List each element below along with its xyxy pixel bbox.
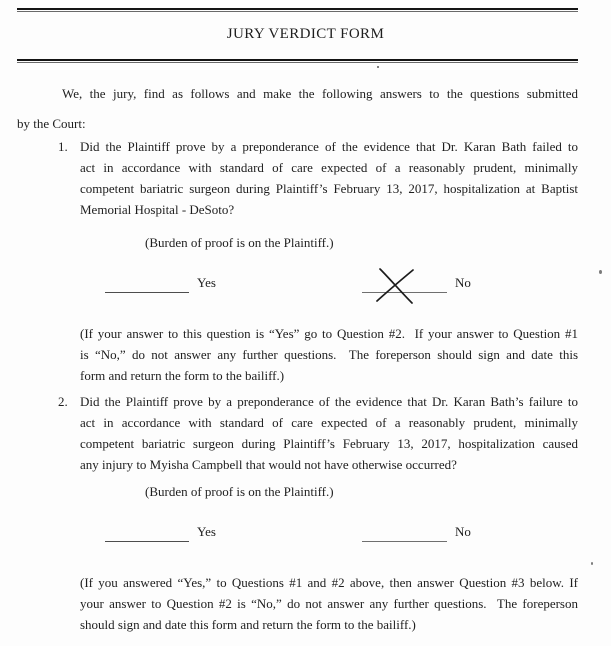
scan-artifact (591, 562, 593, 565)
question-2-no-answer-blank[interactable] (362, 521, 447, 542)
question-2-text: Did the Plaintiff prove by a preponderance of the evidence that Dr. Karan Bath’s failure to act in accordance with standard of care expected of a reasonably prudent, minimally competent bariatric surgeon during Plaintiff’s February 13, 2017, hospitalization caused any injury to Myisha Campbell that would not have otherwise occurred? (80, 394, 578, 472)
question-1-instructions: (If your answer to this question is “Yes” go to Question #2. If your answer to Question #1 is “No,” do not answer any further questions. The foreperson should sign and date this form and return the form to the bailiff.) (80, 326, 578, 383)
question-1-no-label: No (455, 275, 471, 290)
top-horizontal-rule (17, 8, 578, 10)
question-1-answer-row (80, 267, 578, 297)
scan-artifact (599, 270, 602, 274)
question-1-no-answer-blank[interactable] (362, 272, 447, 293)
title-underline-rule (17, 59, 578, 61)
question-2-answer-row (80, 516, 578, 546)
question-2-instructions: (If you answered “Yes,” to Questions #1 and #2 above, then answer Question #3 below. If your answer to Question #2 is “No,” do not answer any further questions. The foreperson should sign and date this form and return the form to the bailiff.) (80, 575, 578, 632)
question-2 (58, 391, 578, 635)
question-2-yes-label: Yes (197, 524, 216, 539)
question-1 (58, 136, 578, 386)
intro-paragraph: We, the jury, find as follows and make the following answers to the questions submitted by the Court: (17, 86, 578, 131)
question-1-yes-label: Yes (197, 275, 216, 290)
question-2-burden-note: (Burden of proof is on the Plaintiff.) (145, 484, 334, 499)
question-1-burden-note: (Burden of proof is on the Plaintiff.) (145, 235, 334, 250)
question-1-text: Did the Plaintiff prove by a preponderance of the evidence that Dr. Karan Bath failed to act in accordance with standard of care expected of a reasonably prudent, minimally competent bariatric surgeon during Plaintiff’s February 13, 2017, hospitalization at Baptist Memorial Hospital - DeSoto? (80, 139, 578, 217)
question-1-number: 1. (58, 139, 68, 154)
scan-artifact (377, 66, 379, 68)
x-mark-icon (375, 267, 417, 305)
page-title: JURY VERDICT FORM (226, 26, 385, 42)
question-2-number: 2. (58, 394, 68, 409)
question-1-yes-answer-blank[interactable] (105, 272, 189, 293)
question-2-no-label: No (455, 524, 471, 539)
question-2-yes-answer-blank[interactable] (105, 521, 189, 542)
